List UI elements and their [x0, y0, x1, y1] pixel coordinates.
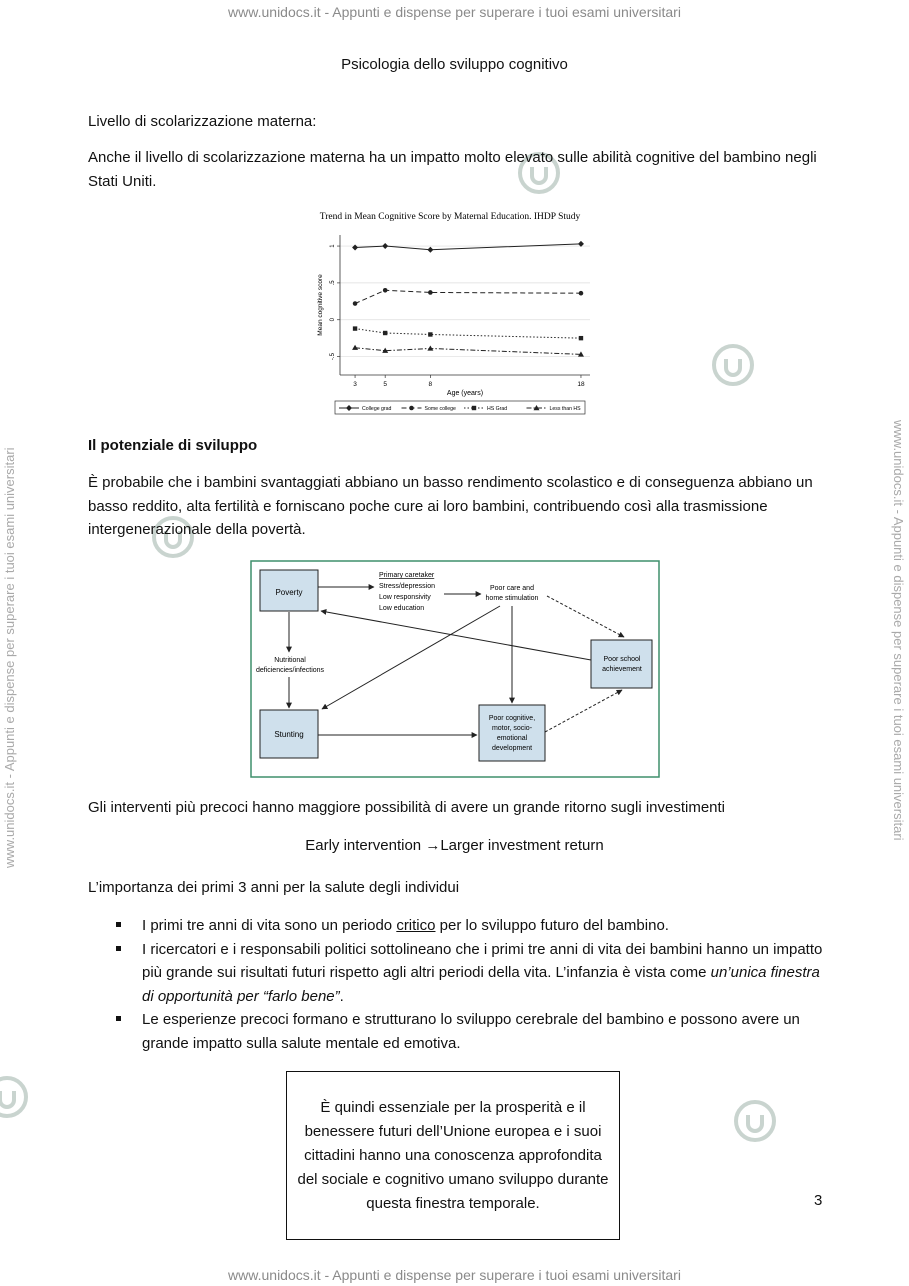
series-line — [355, 290, 581, 303]
watermark-side-left: www.unidocs.it - Appunti e dispense per superare i tuoi esami universitari — [2, 447, 17, 868]
page-title: Psicologia dello sviluppo cognitivo — [341, 56, 568, 73]
y-tick-label: -.5 — [330, 353, 336, 361]
bullet-text: Le esperienze precoci formano e strutturano lo sviluppo cerebrale del bambino e possono avere un grande impatto sulla salute mentale ed emotiva. — [142, 1011, 800, 1052]
box-school — [591, 640, 652, 688]
legend-marker — [472, 406, 476, 410]
data-point — [353, 326, 357, 330]
cognitive-score-chart — [300, 205, 600, 420]
bullet-text: I ricercatori e i responsabili politici sottolineano che i primi tre anni di vita dei bambini hanno un impatto più grande sui risultati futuri rispetto agli altri periodi della vita. L’infanzia è vista come — [142, 940, 823, 981]
list-item — [112, 914, 832, 938]
label-stunting: Stunting — [274, 730, 304, 739]
label-school: achievement — [602, 666, 642, 673]
series-line — [355, 329, 581, 339]
paragraph-maternal-education: Anche il livello di scolarizzazione materna ha un impatto molto elevato sulle abilità cognitive del bambino negli Stati Uniti. — [88, 149, 817, 190]
bullet-text-underlined: critico — [396, 917, 436, 934]
y-axis-label: Mean cognitive score — [317, 274, 324, 336]
data-point — [428, 290, 433, 295]
x-tick-label: 5 — [383, 381, 387, 388]
legend-label: HS Grad — [487, 406, 508, 412]
series-line — [355, 244, 581, 250]
legend-label: College grad — [362, 406, 392, 412]
watermark-header: www.unidocs.it - Appunti e dispense per superare i tuoi esami universitari — [228, 4, 681, 20]
x-tick-label: 18 — [577, 381, 585, 388]
x-tick-label: 3 — [353, 381, 357, 388]
label-development: emotional — [496, 735, 528, 742]
y-tick-label: 1 — [330, 244, 336, 248]
y-tick-label: .5 — [330, 280, 336, 286]
chart-title: Trend in Mean Cognitive Score by Maternal Education. IHDP Study — [319, 212, 581, 222]
equation-right: Larger investment return — [440, 837, 604, 854]
data-point — [352, 345, 358, 350]
bullet-text: per lo sviluppo futuro del bambino. — [435, 917, 669, 934]
data-point — [353, 301, 358, 306]
label-caretaker-line: Stress/depression — [379, 583, 436, 590]
section-heading-first-three-years: L’importanza dei primi 3 anni per la salute degli individui — [88, 879, 460, 896]
bullet-text: I primi tre anni di vita sono un periodo — [142, 917, 397, 934]
list-item — [112, 1008, 832, 1055]
bullet-text-italic: un’unica finestra di opportunità per “farlo bene” — [142, 964, 820, 1005]
x-tick-label: 8 — [428, 381, 433, 388]
bullet-list — [112, 914, 832, 1055]
data-point — [579, 291, 584, 296]
paragraph-development-potential: È probabile che i bambini svantaggiati abbiano un basso rendimento scolastico e di conseguenza abbiano un basso reddito, alta fertilità e forniscano poche cure ai loro bambini, contribuendo così alla trasmissione intergenerazionale della povertà. — [88, 474, 813, 538]
label-school: Poor school — [603, 656, 641, 663]
data-point — [579, 336, 583, 340]
callout-box — [286, 1071, 620, 1240]
label-development: Poor cognitive, — [488, 715, 536, 722]
data-point — [383, 331, 387, 335]
watermark-footer: www.unidocs.it - Appunti e dispense per superare i tuoi esami universitari — [228, 1267, 681, 1283]
x-axis-label: Age (years) — [446, 390, 484, 397]
unidocs-logo-icon — [732, 1098, 778, 1144]
legend-label: Some college — [424, 406, 456, 412]
data-point — [427, 247, 433, 253]
unidocs-logo-icon — [0, 1074, 30, 1120]
label-nutrition: deficiencies/infections — [255, 667, 325, 674]
label-poverty: Poverty — [275, 588, 303, 597]
list-item — [112, 938, 832, 1009]
data-point — [428, 332, 432, 336]
poverty-cycle-diagram — [250, 560, 660, 778]
section-heading-maternal-education: Livello di scolarizzazione materna: — [88, 113, 317, 130]
label-nutrition: Nutritional — [274, 657, 306, 664]
data-point — [383, 288, 388, 293]
label-caretaker-line: Low education — [379, 605, 425, 612]
label-development: motor, socio- — [491, 725, 533, 732]
page-number: 3 — [814, 1192, 823, 1209]
arrow-icon: → — [425, 837, 441, 854]
series-line — [355, 348, 581, 355]
section-heading-development-potential: Il potenziale di sviluppo — [88, 437, 258, 454]
label-poor-care: home stimulation — [485, 595, 539, 602]
box-development — [479, 705, 545, 761]
label-caretaker-title: Primary caretaker — [379, 572, 435, 579]
label-poor-care: Poor care and — [490, 585, 534, 592]
paragraph-early-intervention: Gli interventi più precoci hanno maggiore possibilità di avere un grande ritorno sugli investimenti — [88, 799, 726, 816]
equation-left: Early intervention — [305, 837, 422, 854]
equation-early-intervention — [0, 837, 909, 854]
label-caretaker-line: Low responsivity — [379, 594, 431, 601]
data-point — [382, 243, 388, 249]
watermark-side-right: www.unidocs.it - Appunti e dispense per superare i tuoi esami universitari — [891, 420, 906, 841]
callout-text: È quindi essenziale per la prosperità e il benessere futuri dell’Unione europea e i suoi cittadini hanno una conoscenza approfondita del sociale e cognitivo umano sviluppo durante questa finestra temporale. — [297, 1098, 609, 1212]
bullet-text: . — [339, 987, 344, 1005]
chart-svg — [300, 205, 600, 420]
unidocs-logo-icon — [710, 342, 756, 388]
y-tick-label: 0 — [330, 318, 336, 322]
diagram-svg — [250, 560, 660, 778]
data-point — [352, 245, 358, 251]
label-development: development — [491, 745, 533, 752]
legend-marker — [409, 406, 414, 411]
legend-label: Less than HS — [549, 406, 581, 412]
